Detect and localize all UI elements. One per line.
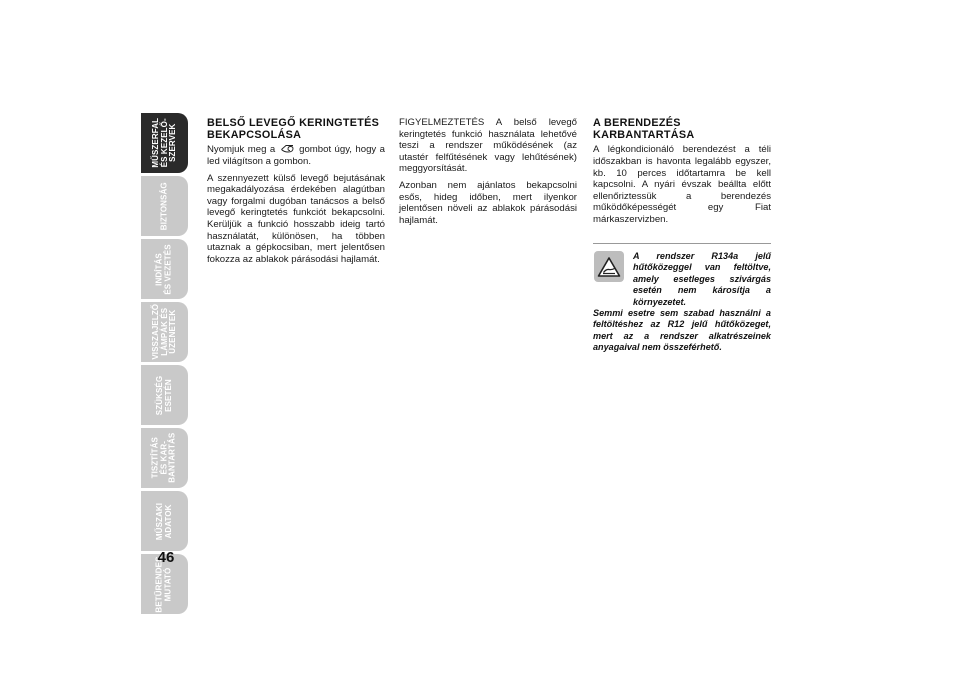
tab-label: VISSZAJELZŐ LÁMPÁK ÉS ÜZENETEK [150,304,177,360]
column-warning-note [399,117,577,231]
text: gombot úgy, hogy a led világítson a gombon. [207,144,385,167]
text: Nyomjuk meg a [207,144,276,156]
section-heading: A BERENDEZÉS KARBANTARTÁSA [593,117,695,142]
paragraph: A légkondicionáló berendezést a téli időszakban is havonta legalább egyszer, kb. 10 perces időtartamra be kell kapcsolni. A nyári évszak beállta előtt ellenőriztessük a berendezés működőképességét egy Fiat márkaszervizben. [593,144,771,225]
tab-label: MŰSZERFAL ÉS KEZELŐ- SZERVEK [150,118,177,168]
tab-visszajelzo[interactable] [141,302,188,362]
tab-inditas[interactable] [141,239,188,299]
tab-label: SZÜKSÉG ESETÉN [155,375,173,415]
tab-label: INDÍTÁS ÉS VEZETÉS [155,243,173,295]
column-recirculation [207,117,385,270]
section-heading: BELSŐ LEVEGŐ KERINGTETÉS BEKAPCSOLÁSA [207,117,380,142]
paragraph: Azonban nem ajánlatos bekapcsolni esős, hideg időben, mert ilyenkor jelentősen növeli az ablakok párásodási hajlamát. [399,179,577,226]
page-number: 46 [157,549,175,566]
warning-first: A rendszer R134a jelű hűtőközeggel van feltöltve, amely esetleges szivárgás esetén nem károsítja a környezetet. [633,251,771,307]
section-tabs [141,113,188,617]
tab-muszerfal[interactable] [141,113,188,173]
tab-tisztitas[interactable] [141,428,188,488]
warning-rest: Semmi esetre sem szabad használni a feltöltéshez az R12 jelű hűtőközeget, mert az a rendszer alkatrészeinek anyagaival nem összeférhető. [593,308,771,353]
column-maintenance [593,117,771,231]
air-recirculation-icon [280,144,295,153]
tab-muszaki[interactable] [141,491,188,551]
paragraph: FIGYELMEZTETÉS A belső levegő keringtetés funkció használata lehetővé teszi a rendszer működésének (az utastér felfűtésének vagy lehűtésének) meggyorsítását. [399,117,577,175]
tab-label: BIZTONSÁG [159,182,169,230]
paragraph [207,144,385,167]
tab-label: BETŰRENDES MUTATÓ [155,555,173,613]
tab-biztonsag[interactable] [141,176,188,236]
paragraph: A szennyezett külső levegő bejutásának megakadályozása érdekében alagútban vagy forgalmi dugóban tanácsos a belső levegő keringtetés funkciót bekapcsolni. Kerüljük a funkció hosszabb ideig tartó használatát, különösen, ha többen utaznak a gépkocsiban, mert jelentősen fokozza az ablakok párásodási hajlamát. [207,172,385,265]
tab-szukseg[interactable] [141,365,188,425]
warning-divider [593,243,771,244]
warning-triangle-icon [594,251,624,282]
tab-label: TISZTÍTÁS ÉS KAR- BANTARTÁS [150,432,177,484]
tab-label: MŰSZAKI ADATOK [155,502,173,540]
